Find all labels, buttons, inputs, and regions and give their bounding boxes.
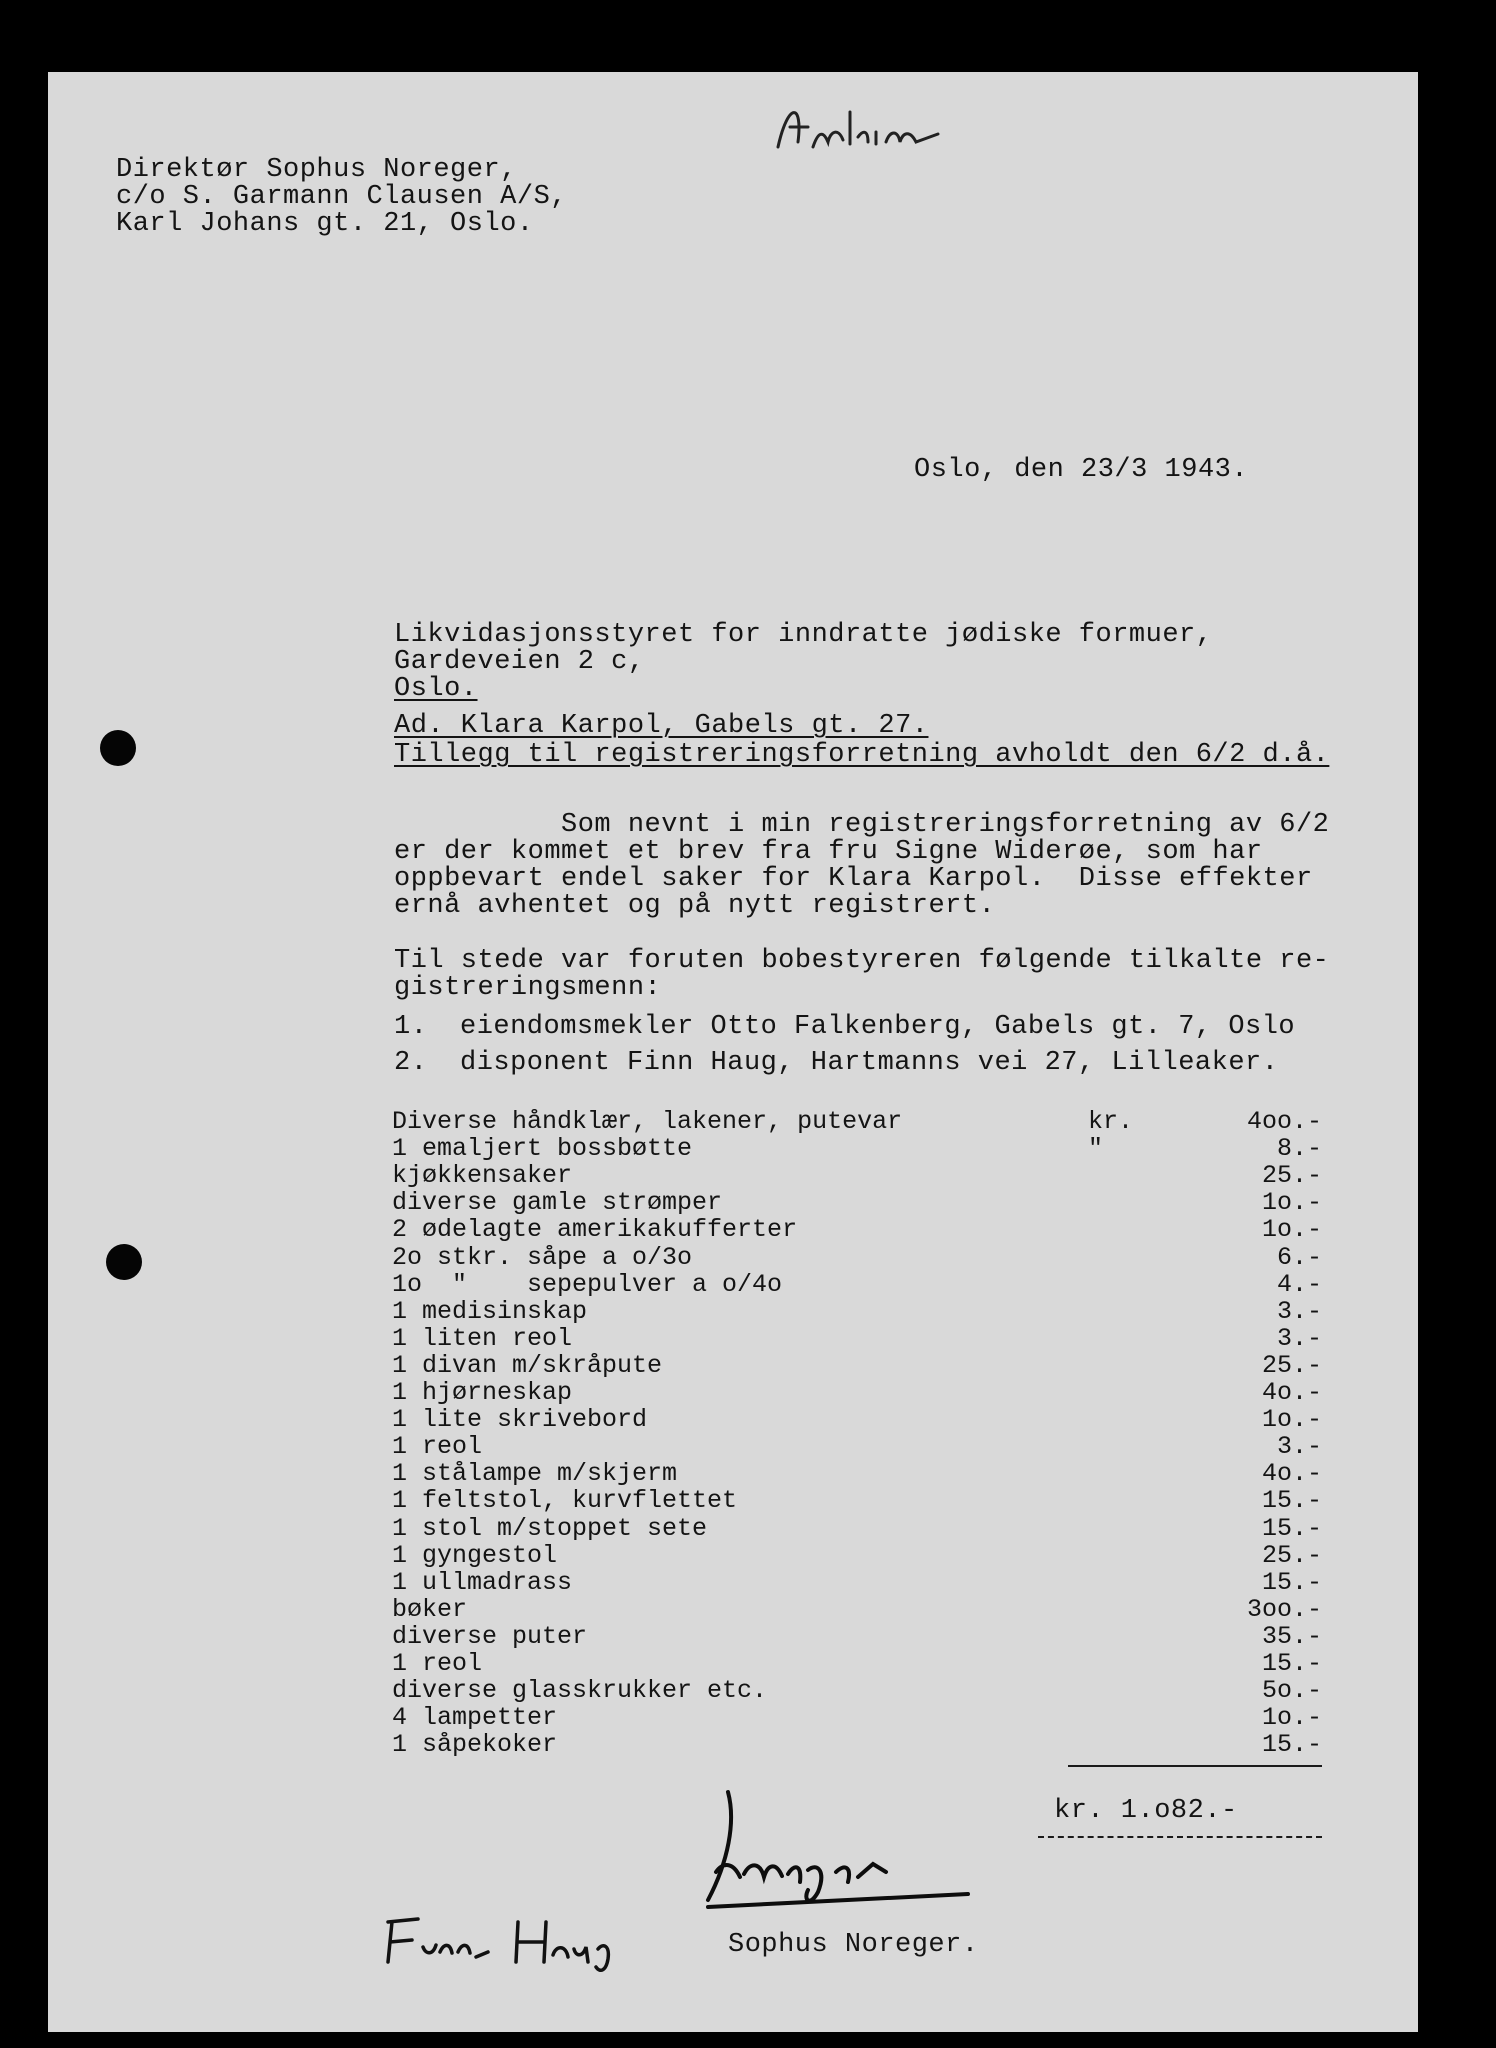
total-amount: kr. 1.o82.- xyxy=(1054,1796,1238,1826)
item-description: 1 lite skrivebord xyxy=(392,1405,648,1435)
item-amount: 4o.- xyxy=(1261,1378,1322,1407)
body-line: ernå avhentet og på nytt registrert. xyxy=(394,891,996,921)
body-line: gistreringsmenn: xyxy=(394,973,662,1003)
item-description: 1 ullmadrass xyxy=(392,1567,573,1597)
punch-hole xyxy=(100,730,136,766)
item-currency: kr. xyxy=(1088,1107,1134,1136)
item-description: 1 gyngestol xyxy=(392,1540,558,1570)
item-row xyxy=(392,1542,1322,1569)
item-description: 1 reol xyxy=(392,1432,483,1462)
recipient-line: Oslo. xyxy=(394,674,478,704)
item-row xyxy=(392,1298,1322,1325)
handwritten-signature-main xyxy=(668,1782,1008,1922)
item-amount: 25.- xyxy=(1261,1161,1322,1191)
item-amount: 15.- xyxy=(1261,1486,1322,1516)
item-amount: 4o.- xyxy=(1261,1459,1322,1489)
date-line: Oslo, den 23/3 1943. xyxy=(914,455,1249,485)
body-line: Som nevnt i min registreringsforretning av 6/2 xyxy=(394,810,1330,840)
item-row xyxy=(392,1731,1322,1758)
item-row xyxy=(392,1379,1322,1406)
item-amount: 1o.- xyxy=(1261,1405,1322,1435)
item-amount: 15.- xyxy=(1261,1649,1322,1678)
witness-text: disponent Finn Haug, Hartmanns vei 27, Lilleaker. xyxy=(460,1048,1279,1078)
item-row xyxy=(392,1515,1322,1542)
item-row xyxy=(392,1244,1322,1271)
witness-text: eiendomsmekler Otto Falkenberg, Gabels gt. 7, Oslo xyxy=(460,1012,1296,1042)
item-description: 1 såpekoker xyxy=(392,1730,558,1760)
item-amount: 8.- xyxy=(1276,1134,1322,1164)
item-description: 2o stkr. såpe a o/3o xyxy=(392,1242,693,1272)
sender-line: Direktør Sophus Noreger, xyxy=(116,155,517,185)
witness-number: 2. xyxy=(394,1048,428,1078)
item-row xyxy=(392,1487,1322,1514)
item-amount: 5o.- xyxy=(1261,1676,1322,1706)
item-description: diverse glasskrukker etc. xyxy=(392,1676,768,1706)
body-line: er der kommet et brev fra fru Signe Widerøe, som har xyxy=(394,837,1263,867)
item-row xyxy=(392,1406,1322,1433)
item-description: diverse gamle strømper xyxy=(392,1188,723,1218)
item-amount: 1o.- xyxy=(1261,1703,1322,1733)
item-description: 4 lampetter xyxy=(392,1703,558,1733)
item-amount: 3.- xyxy=(1276,1296,1322,1326)
item-amount: 25.- xyxy=(1261,1540,1322,1570)
item-row xyxy=(392,1271,1322,1298)
item-description: 1 stålampe m/skjerm xyxy=(392,1459,678,1489)
item-description: 1 medisinskap xyxy=(392,1296,588,1326)
item-row xyxy=(392,1352,1322,1379)
item-row xyxy=(392,1189,1322,1216)
sender-line: Karl Johans gt. 21, Oslo. xyxy=(116,209,534,239)
item-row xyxy=(392,1623,1322,1650)
item-row xyxy=(392,1460,1322,1487)
body-line: oppbevart endel saker for Klara Karpol. Disse effekter xyxy=(394,864,1313,894)
total-double-rule xyxy=(1038,1836,1322,1838)
item-description: 1o " sepepulver a o/4o xyxy=(392,1269,783,1299)
recipient-line: Gardeveien 2 c, xyxy=(394,647,645,677)
item-amount: 1o.- xyxy=(1261,1215,1322,1245)
item-description: 1 liten reol xyxy=(392,1323,573,1353)
item-row xyxy=(392,1216,1322,1243)
item-amount: 4.- xyxy=(1276,1269,1322,1299)
sender-line: c/o S. Garmann Clausen A/S, xyxy=(116,182,567,212)
item-amount: 15.- xyxy=(1261,1513,1322,1543)
item-description: kjøkkensaker xyxy=(392,1161,573,1191)
recipient-line: Likvidasjonsstyret for inndratte jødiske formuer, xyxy=(394,620,1213,650)
item-description: 1 feltstol, kurvflettet xyxy=(392,1486,738,1516)
handwritten-signature-left xyxy=(378,1907,658,1977)
item-amount: 3.- xyxy=(1276,1323,1322,1353)
handwritten-annotation xyxy=(768,92,968,162)
item-row xyxy=(392,1325,1322,1352)
item-description: 1 stol m/stoppet sete xyxy=(392,1513,708,1543)
item-currency: " xyxy=(1088,1134,1104,1164)
item-amount: 3oo.- xyxy=(1246,1594,1322,1624)
item-amount: 15.- xyxy=(1261,1730,1322,1760)
subject-line: Tillegg til registreringsforretning avholdt den 6/2 d.å. xyxy=(394,740,1330,770)
item-row xyxy=(392,1162,1322,1189)
item-amount: 1o.- xyxy=(1261,1188,1322,1218)
item-description: 1 reol xyxy=(392,1649,483,1678)
item-row xyxy=(392,1433,1322,1460)
item-row xyxy=(392,1704,1322,1731)
item-row xyxy=(392,1596,1322,1623)
item-row xyxy=(392,1135,1322,1162)
item-description: 1 emaljert bossbøtte xyxy=(392,1134,693,1164)
item-description: 1 hjørneskap xyxy=(392,1378,573,1407)
document-page xyxy=(48,72,1418,2032)
item-amount: 6.- xyxy=(1276,1242,1322,1272)
item-amount: 15.- xyxy=(1261,1567,1322,1597)
item-amount: 3.- xyxy=(1276,1432,1322,1462)
typed-signature-name: Sophus Noreger. xyxy=(728,1930,979,1960)
item-amount: 4oo.- xyxy=(1246,1107,1322,1136)
item-description: 1 divan m/skråpute xyxy=(392,1350,663,1380)
item-amount: 35.- xyxy=(1261,1621,1322,1651)
subject-line: Ad. Klara Karpol, Gabels gt. 27. xyxy=(394,711,929,741)
body-line: Til stede var foruten bobestyreren følgende tilkalte re- xyxy=(394,946,1330,976)
item-row xyxy=(392,1569,1322,1596)
item-description: bøker xyxy=(392,1594,468,1624)
item-amount: 25.- xyxy=(1261,1350,1322,1380)
item-row xyxy=(392,1108,1322,1135)
item-description: diverse puter xyxy=(392,1621,588,1651)
witness-number: 1. xyxy=(394,1012,428,1042)
sum-rule xyxy=(1068,1765,1322,1767)
punch-hole xyxy=(106,1244,142,1280)
item-description: Diverse håndklær, lakener, putevar xyxy=(392,1107,903,1136)
item-description: 2 ødelagte amerikakufferter xyxy=(392,1215,798,1245)
item-row xyxy=(392,1677,1322,1704)
item-row xyxy=(392,1650,1322,1677)
